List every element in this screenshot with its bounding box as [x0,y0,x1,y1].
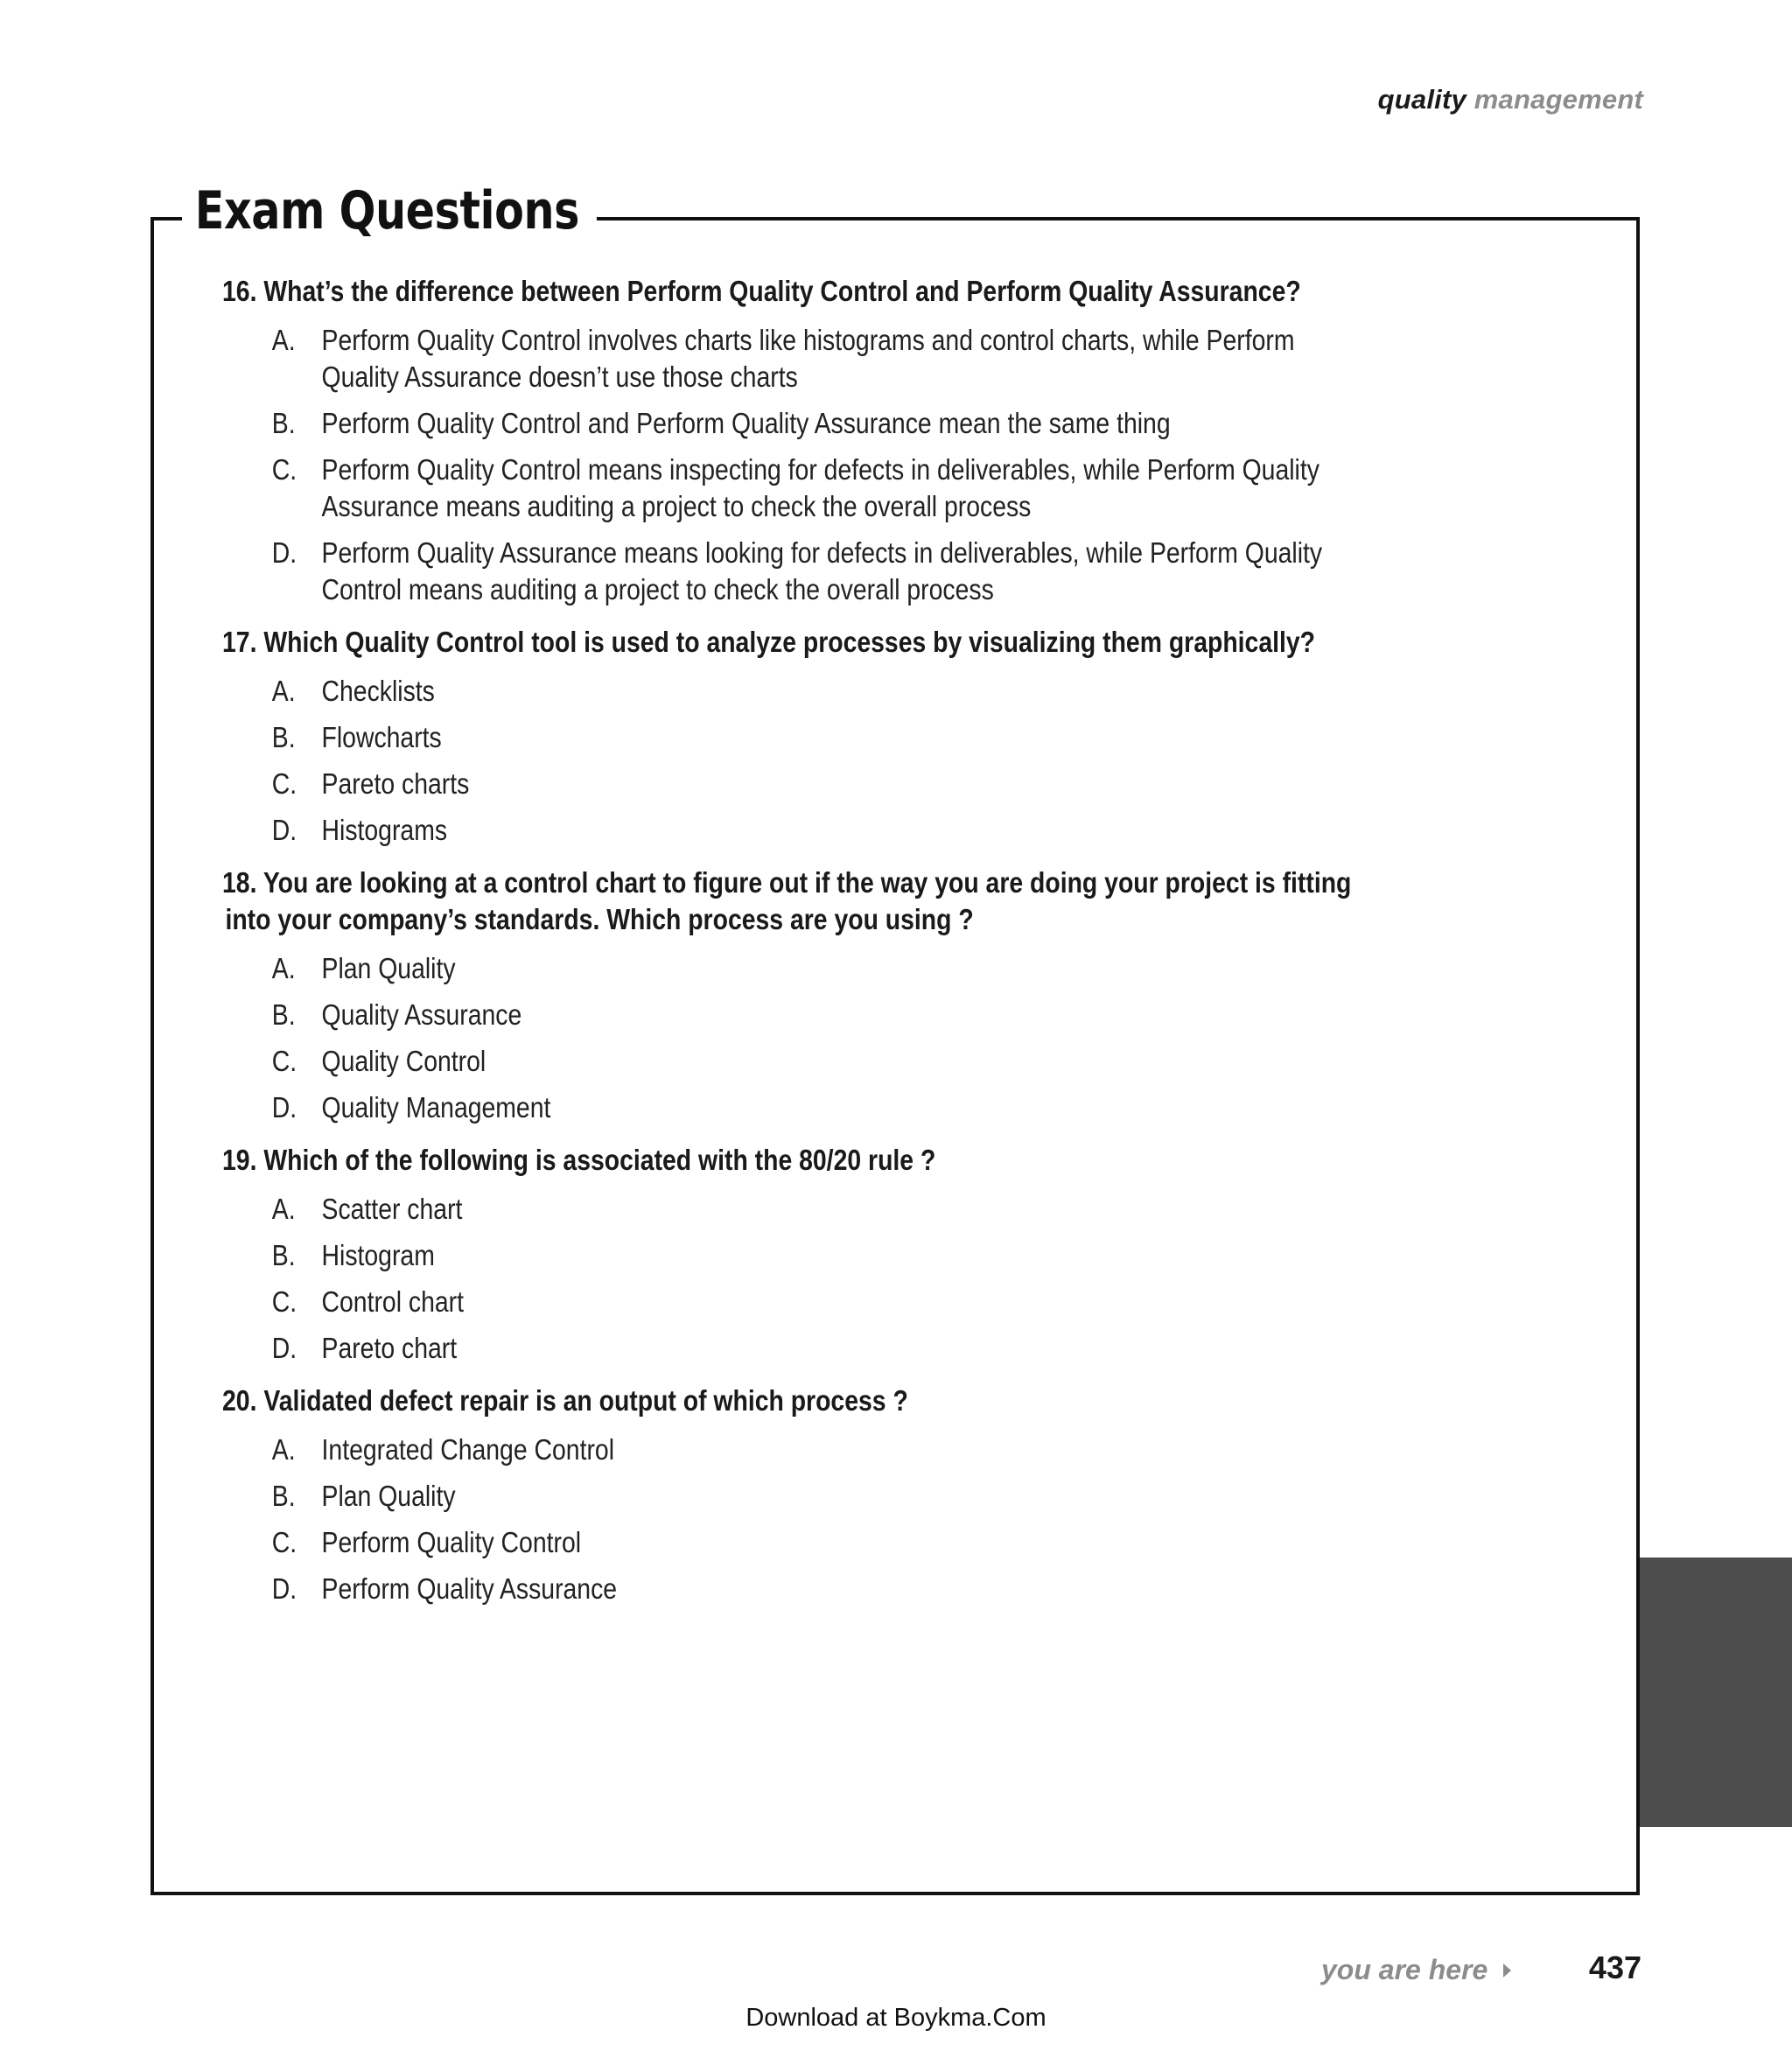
option-letter: B. [271,1239,296,1271]
option-d [222,1571,1276,1607]
option-d [222,535,1323,608]
question-stem-line: 17. Which Quality Control tool is used to analyze processes by visualizing them graphically? [222,626,1316,658]
option-text: Control chart [321,1285,464,1318]
you-are-here-text: you are here [1321,1954,1488,1985]
option-b [222,997,1276,1033]
question-stem-line: 18. You are looking at a control chart to figure out if the way you are doing your project is fitting [222,866,1352,899]
option-text: Quality Control [321,1045,486,1077]
option-text: Perform Quality Control [321,1526,582,1558]
option-b [222,719,1276,756]
option-text: Quality Management [321,1091,551,1124]
option-list [222,322,1447,608]
option-c [222,1524,1276,1561]
option-text-line: Control means auditing a project to check the overall process [321,573,994,606]
you-are-here-label [1321,1954,1511,1986]
option-text: Plan Quality [321,1480,456,1512]
option-text: Checklists [321,675,435,707]
question-stem [222,864,1352,938]
question-stem [222,1382,1276,1419]
chapter-side-tab [1640,1558,1792,1827]
option-c [222,452,1320,525]
section-title: Exam Questions [182,172,597,250]
running-head-secondary: management [1474,84,1643,115]
option-a [222,1191,1276,1228]
option-b [222,1478,1276,1515]
question-stem [222,1142,1276,1179]
option-text: Histogram [321,1239,435,1271]
question-stem [222,273,1301,310]
option-list [222,1191,1447,1367]
option-letter: B. [271,1480,296,1512]
question-stem-line: 20. Validated defect repair is an output of which process ? [222,1384,908,1417]
option-d [222,812,1276,849]
option-letter: C. [271,1526,298,1558]
option-text: Plan Quality [321,952,456,984]
option-text [322,453,1320,525]
running-head-primary: quality [1377,84,1466,115]
option-letter: B. [271,998,296,1031]
option-d [222,1089,1276,1126]
option-letter: A. [271,1193,296,1225]
right-arrow-icon [1503,1964,1511,1978]
option-letter: A. [271,952,296,984]
question-17 [222,624,1447,849]
option-text: Quality Assurance [321,998,522,1031]
option-b [222,1237,1276,1274]
option-letter: C. [271,1285,298,1318]
option-a [222,673,1276,710]
option-letter: D. [271,1091,298,1124]
option-text: Histograms [321,814,448,846]
option-list [222,673,1447,849]
option-letter: C. [271,453,298,486]
option-a [222,950,1276,987]
option-text: Integrated Change Control [321,1433,615,1466]
running-head [1378,84,1643,116]
option-text [322,324,1295,396]
option-letter: D. [271,1572,298,1605]
question-19 [222,1142,1447,1367]
download-note: Download at Boykma.Com [746,2004,1046,2032]
option-letter: C. [271,767,298,800]
option-letter: C. [271,1045,298,1077]
option-text-line: Perform Quality Control means inspecting for defects in deliverables, while Perform Quality [321,453,1320,486]
option-text: Perform Quality Control and Perform Quality Assurance mean the same thing [321,407,1171,439]
option-a [222,1432,1276,1468]
option-list [222,950,1447,1126]
option-c [222,1043,1276,1080]
option-list [222,1432,1447,1607]
option-b [222,405,1276,442]
question-stem-line: into your company’s standards. Which process are you using ? [225,903,974,935]
option-text-line: Perform Quality Control involves charts like histograms and control charts, while Perform [321,324,1295,356]
option-text: Flowcharts [321,721,442,753]
option-letter: D. [271,536,298,569]
question-20 [222,1382,1447,1607]
option-letter: B. [271,721,296,753]
option-text-line: Quality Assurance doesn’t use those charts [321,360,798,393]
question-stem-line: 19. Which of the following is associated with the 80/20 rule ? [222,1144,936,1176]
option-letter: A. [271,675,296,707]
option-letter: D. [271,814,298,846]
option-text: Pareto charts [321,767,470,800]
option-text-line: Assurance means auditing a project to check the overall process [321,490,1032,522]
option-text-line: Perform Quality Assurance means looking for defects in deliverables, while Perform Quality [321,536,1323,569]
question-16 [222,273,1447,608]
option-c [222,1284,1276,1320]
option-letter: A. [271,324,296,356]
option-letter: D. [271,1332,298,1364]
option-text [322,536,1323,608]
option-letter: B. [271,407,296,439]
question-list [222,273,1447,1623]
option-d [222,1330,1276,1367]
question-18 [222,864,1447,1126]
question-stem [222,624,1316,661]
question-stem-line: 16. What’s the difference between Perform Quality Control and Perform Quality Assurance? [222,275,1301,307]
option-letter: A. [271,1433,296,1466]
option-text: Scatter chart [321,1193,463,1225]
option-a [222,322,1295,396]
page-number: 437 [1588,1950,1642,1985]
option-text: Pareto chart [321,1332,458,1364]
option-text: Perform Quality Assurance [321,1572,618,1605]
option-c [222,766,1276,802]
